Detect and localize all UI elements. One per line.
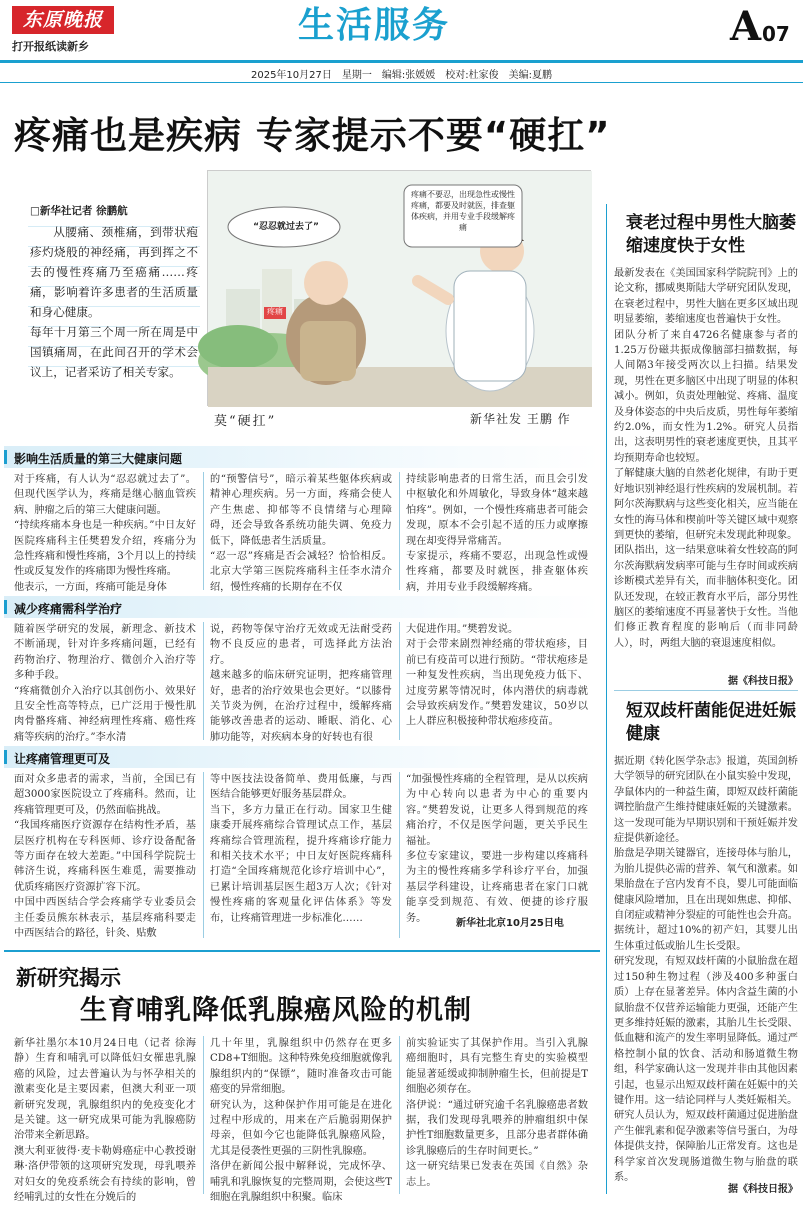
section-2-col-1: 随着医学研究的发展，新理念、新技术不断涌现，针对许多疼痛问题，已经有药物治疗、物理治疗、微创介入治疗等多种手段。 “疼痛微创介入治疗以其创伤小、效果好且安全性高等特点，已广泛用于慢性肌肉骨骼疼痛、神经病理性疼痛、癌性疼痛等疾病的治疗。”李水清 xyxy=(14,624,196,743)
section-3-col-2: 等中医技法设备简单、费用低廉，与西医结合能够更好服务基层群众。 当下，多方力量正在行动。国家卫生健康委开展疼痛综合管理试点工作，基层疼痛综合管理流程，提升疼痛诊疗能力和相关技术水平；中日友好医院疼痛科打造“全国疼痛规范化诊疗培训中心”，已累计培训基层医生超3万人次；《针对慢性疼痛的客观量化评估体系》等发布，让疼痛管理进一步标准化…… xyxy=(210,774,392,924)
bottom-article-rule xyxy=(4,950,600,952)
section-marker xyxy=(4,450,7,464)
column-divider xyxy=(399,622,400,740)
pain-label: 疼痛 xyxy=(267,307,283,316)
column-divider xyxy=(203,622,204,740)
bottom-col-3: 前实验证实了其保护作用。当引入乳腺癌细胞时，具有完整生育史的实验模型能显著延缓或抑制肿瘤生长，但前提是T细胞必须存在。 洛伊说：“通过研究逾千名乳腺癌患者数据，我们发现母乳喂养的肿瘤组织中保护性T细胞数量更多，且部分患者群体确诊乳腺癌后的生存时间更长。” 这一研究结果已发表在英国《自然》杂志上。 xyxy=(406,1038,588,1188)
section-1-col-2: 的“预警信号”，暗示着某些躯体疾病或精神心理疾病。另一方面，疼痛会使人产生焦虑、抑郁等不良情绪与心理障碍，还会导致各系统功能失调、免疫力低下，降低患者生活质量。 “忍一忍”疼痛是否会减轻？恰恰相反。北京大学第三医院疼痛科主任李水清介绍，慢性疼痛的长期存在不仅 xyxy=(210,474,392,593)
main-headline: 疼痛也是疾病 专家提示不要“硬扛” xyxy=(14,114,611,157)
lead-paragraph: 从腰痛、颈椎痛，到带状疱疹灼烧般的神经痛，再到挥之不去的慢性疼痛乃至癌痛……疼痛，影响着许多患者的生活质量和身心健康。 每年十月第三个周一所在周是中国镇痛周，在此间召开的学术会议上，记者采访了相关专家。 xyxy=(30,225,198,379)
page-letter: A xyxy=(730,3,762,50)
cartoon-illustration xyxy=(208,171,592,407)
cartoon-caption-left: 莫“硬扛” xyxy=(214,414,277,429)
right-article-divider xyxy=(614,690,798,691)
section-2-col-2: 说，药物等保守治疗无效或无法耐受药物不良反应的患者，可选择此方法治疗。 越来越多的临床研究证明，把疼痛管理好，患者的治疗效果也会更好。“以膝骨关节炎为例，在治疗过程中，缓解疼痛能够改善患者的运动、睡眠、消化、心肺功能等，对疾病本身的好转也有很 xyxy=(210,624,392,743)
section-heading-3: 让疼痛管理更可及 xyxy=(4,746,600,768)
right-article-2-source: 据《科技日报》 xyxy=(728,1184,798,1195)
masthead-rule-thin xyxy=(0,82,803,83)
cartoon-caption-right: 新华社发 王鹏 作 xyxy=(470,412,571,426)
sidebar-divider xyxy=(606,204,607,1194)
bottom-kicker: 新研究揭示 xyxy=(16,966,121,990)
column-divider xyxy=(203,772,204,938)
section-3-col-3: “加强慢性疼痛的全程管理，是从以疾病为中心转向以患者为中心的重要内容。”樊碧发说，让更多人得到规范的疼痛治疗，不仅是医学问题，更关乎民生福祉。 多位专家建议，要进一步构建以疼痛科为主的慢性疼痛多学科诊疗平台，加强基层学科建设，让疼痛患者在家门口就能享受到规范、有效、便捷的诊疗服务。 xyxy=(406,774,588,924)
bottom-col-2: 几十年里，乳腺组织中仍然存在更多CD8+T细胞。这种特殊免疫细胞就像乳腺组织内的“保镖”，随时准备攻击可能癌变的异常细胞。 研究认为，这种保护作用可能是在进化过程中形成的，用来在产后脆弱期保护母亲，但如今它也能降低乳腺癌风险，尤其是侵袭性更强的三阴性乳腺癌。 洛伊在新闻公报中解释说，完成怀孕、哺乳和乳腺恢复的完整周期，会使这些T细胞在乳腺组织中积聚。临床 xyxy=(210,1038,392,1204)
section-2-col-3: 大促进作用。”樊碧发说。 对于会带来剧烈神经痛的带状疱疹，目前已有疫苗可以进行预防。“带状疱疹是一种复发性疾病，当出现免疫力低下、过度劳累等情况时，体内潜伏的病毒就会导致疾病发作。”樊碧发建议，50岁以上人群应积极接种带状疱疹疫苗。 xyxy=(406,624,588,728)
section-title: 生活服务 xyxy=(298,5,451,46)
right-article-1 xyxy=(614,212,798,687)
cartoon-frame xyxy=(207,170,591,406)
section-1-col-1: 对于疼痛，有人认为“忍忍就过去了”。但现代医学认为，疼痛是继心脑血管疾病、肿瘤之后的第三大健康问题。 “持续疼痛本身也是一种疾病。”中日友好医院疼痛科主任樊碧发介绍，疼痛分为急性疼痛和慢性疼痛，3个月以上的持续性或反复发作的疼痛即为慢性疼痛。 他表示，一方面，疼痛可能是身体 xyxy=(14,474,196,593)
right-article-2-title: 短双歧杆菌能促进妊娠健康 xyxy=(626,701,796,744)
masthead-rule xyxy=(0,60,803,63)
right-article-2-text: 据近期《转化医学杂志》报道，英国剑桥大学领导的研究团队在小鼠实验中发现，孕鼠体内的一种益生菌，即短双歧杆菌能调控胎盘产生维持健康妊娠的关键激素。这一发现可能为早期识别和干预妊娠并发症提供新途径。 胎盘是孕期关键器官，连接母体与胎儿，为胎儿提供必需的营养、氧气和激素。如果胎盘在子宫内发育不良，婴儿可能面临健康风险增加，且在出现如焦虑、抑郁、自闭症或精神分裂症的可能性也会升高。据统计，超过10%的初产妇，其婴儿出生体重过低或胎儿生长受限。 研究发现，有短双歧杆菌的小鼠胎盘在超过150种生物过程（涉及400多种蛋白质）上存在显著差异。体内含益生菌的小鼠胎盘不仅营养运输能力更强，还能产生更多维持妊娠的激素，其胎儿生长受限、低血糖和流产的发生率明显降低。通过严格控制小鼠的饮食、活动和肠道微生物组，科学家确认这一发现并非由其他因素引起，也显示出短双歧杆菌在妊娠中的关键作用。这一结论同样与人类妊娠相关。 研究人员认为，短双歧杆菌通过促进胎盘产生催乳素和促孕激素等信号蛋白，为母体提供支持，保障胎儿正常发育。这也是科学家首次发现肠道微生物与胎盘的联系。 xyxy=(614,756,798,1183)
info-line: 2025年10月27日 星期一 编辑:张媛媛 校对:杜家俊 美编:夏鹏 xyxy=(250,70,552,81)
section-heading-1: 影响生活质量的第三大健康问题 xyxy=(4,446,600,468)
bottom-headline: 生育哺乳降低乳腺癌风险的机制 xyxy=(80,995,472,1026)
byline: □新华社记者 徐鹏航 xyxy=(30,205,128,217)
logo-text: 东原晚报 xyxy=(22,9,103,31)
column-divider xyxy=(399,1036,400,1194)
section-marker xyxy=(4,750,7,764)
column-divider xyxy=(399,472,400,590)
right-article-2 xyxy=(614,700,798,1194)
right-article-1-title: 衰老过程中男性大脑萎缩速度快于女性 xyxy=(626,213,796,256)
section-marker xyxy=(4,600,7,614)
right-article-1-text: 最新发表在《美国国家科学院院刊》上的论文称，挪威奥斯陆大学研究团队发现，在衰老过程中，男性大脑在更多区域出现明显萎缩，萎缩速度也普遍快于女性。 团队分析了来自4726名健康参与者的1.25万份磁共振成像脑部扫描数据，每人间隔3年接受两次以上扫描。结果发现，男性在更多脑区中出现了明显的体积减小。例如，负责处理触觉、疼痛、温度及身体姿态的中央后皮质，男性每年萎缩约2.0%，而女性为1.2%。研究人员指出，这表明男性的衰老速度更快，且其平均预期寿命也较短。 了解健康大脑的自然老化规律，有助于更好地识别神经退行性疾病的发展机制。若阿尔茨海默病与这些变化相关，应当能在女性的海马体和楔前叶等关键区域中观察到更快的萎缩，但研究未发现此种现象。 团队指出，这一结果意味着女性较高的阿尔茨海默病发病率可能与生存时间或疾病诊断模式差异有关，而非脑体积变化。团队还发现，在较正教育水平后，部分男性脑区的萎缩速度不再显著快于女性。当他们修正教育程度的影响后（而非同龄人），时，两组大脑的衰退速度相似。 xyxy=(614,268,798,649)
bottom-col-1: 新华社墨尔本10月24日电（记者 徐海静）生育和哺乳可以降低妇女罹患乳腺癌的风险，过去普遍认为与怀孕相关的激素变化是主要因素，但澳大利亚一项新研究发现，乳腺组织内的免疫变化才是关键。这一研究成果可能为乳腺癌防治带来全新思路。 澳大利亚彼得·麦卡勒姆癌症中心教授谢琳·洛伊带领的这项研究发现，母乳喂养对妇女的免疫系统会有持续的影响，曾经哺乳过的女性在分娩后的 xyxy=(14,1038,196,1204)
section-3-col-1: 面对众多患者的需求，当前，全国已有超3000家医院设立了疼痛科。然而，让疼痛管理更可及，仍然面临挑战。 “我国疼痛医疗资源存在结构性矛盾，基层医疗机构在专科医师、诊疗设备配备等方面存在较大差距。”中国科学院院士韩济生说，疼痛科医生难觅，需要推动优质疼痛医疗资源扩容下沉。 中国中西医结合学会疼痛学专业委员会主任委员熊东林表示，基层疼痛科要走中西医结合的路径，针灸、贴敷 xyxy=(14,774,196,940)
bubble-text-2: 疼痛不要忍，出现急性或慢性疼痛，都要及时就医，排查躯体疾病，并用专业手段缓解疼痛 xyxy=(411,190,515,232)
column-divider xyxy=(203,472,204,590)
dateline: 新华社北京10月25日电 xyxy=(456,918,564,929)
right-article-1-source: 据《科技日报》 xyxy=(728,676,798,687)
column-divider xyxy=(399,772,400,938)
masthead xyxy=(0,0,803,92)
page-number: 07 xyxy=(762,22,790,46)
section-1-col-3: 持续影响患者的日常生活，而且会引发中枢敏化和外周敏化，导致身体“越来越怕疼”。例如，一个慢性疼痛患者可能会发现，原本不会引起不适的压力或摩擦现在却变得异常痛苦。 专家提示，疼痛不要忍，出现急性或慢性疼痛，都要及时就医，排查躯体疾病，并用专业手段缓解疼痛。 xyxy=(406,474,588,593)
bubble-text-1: “忍忍就过去了” xyxy=(253,222,319,232)
slogan: 打开报纸读新乡 xyxy=(12,40,89,53)
section-heading-2: 减少疼痛需科学治疗 xyxy=(4,596,600,618)
column-divider xyxy=(203,1036,204,1194)
